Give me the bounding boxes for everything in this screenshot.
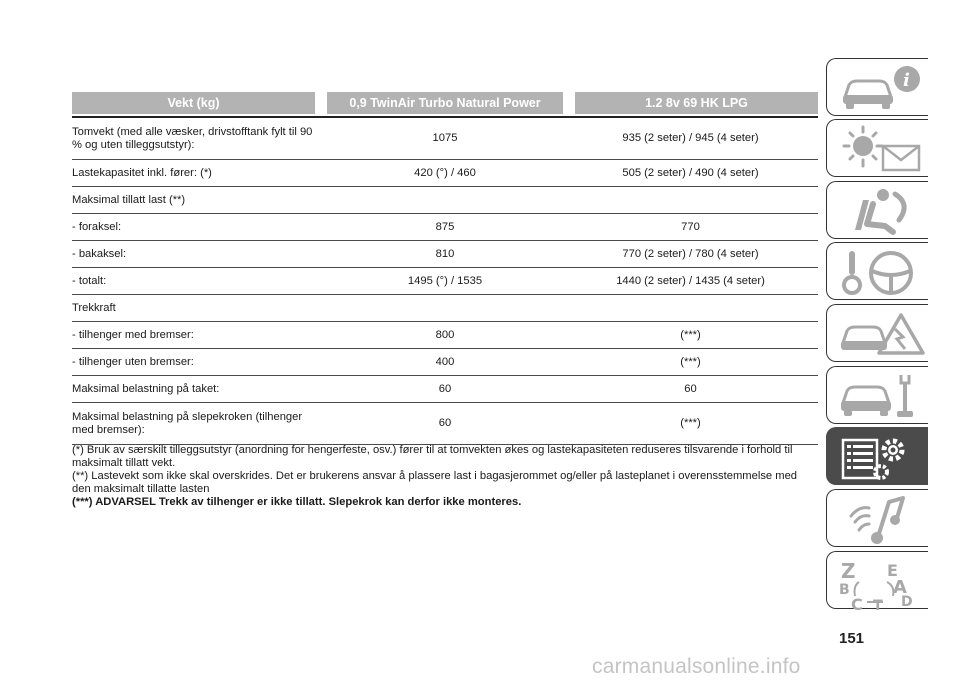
- row-value-lpg: 505 (2 seter) / 490 (4 seter): [622, 166, 759, 179]
- weights-spec-table: [72, 92, 818, 445]
- specifications-gear-icon: [837, 432, 929, 482]
- row-label: - tilhenger uten bremser:: [72, 355, 194, 368]
- header-twinair: 0,9 TwinAir Turbo Natural Power: [327, 92, 563, 114]
- tab-maintenance[interactable]: [826, 366, 928, 424]
- tab-technical-data[interactable]: [826, 427, 928, 485]
- alphabetical-index-icon: [837, 556, 929, 610]
- table-row: [72, 295, 818, 322]
- row-value-twinair: 810: [435, 247, 455, 260]
- row-label: - totalt:: [72, 274, 107, 287]
- table-row: [72, 118, 818, 160]
- row-label: - foraksel:: [72, 220, 122, 233]
- tab-starting-driving[interactable]: [826, 242, 928, 300]
- row-value-twinair: 400: [435, 355, 455, 368]
- index-letter-c: C: [851, 595, 863, 610]
- row-label: - bakaksel:: [72, 247, 127, 260]
- row-value-twinair: 60: [438, 417, 452, 429]
- index-letter-t: T: [873, 598, 883, 610]
- footnote-2: (**) Lastevekt som ikke skal overskrides. Det er brukerens ansvar å plassere last i bagasjerommet og/eller på lasteplanet i overensstemmelse med den maksimalt tillatte lasten: [72, 470, 798, 495]
- row-label: Maksimal tillatt last (**): [72, 193, 186, 206]
- multimedia-music-icon: [837, 494, 929, 544]
- svg-text:i: i: [903, 70, 910, 91]
- table-row: [72, 160, 818, 187]
- row-value-lpg: (***): [680, 355, 701, 368]
- row-value-lpg: 770: [681, 220, 700, 233]
- index-letter-z: Z: [841, 559, 856, 583]
- table-row: [72, 187, 818, 214]
- table-row: [72, 403, 818, 445]
- tab-car-info[interactable]: [826, 58, 928, 116]
- warning-light-message-icon: [837, 124, 929, 174]
- row-label: Maksimal belastning på slepekroken (tilhenger med bremser):: [72, 410, 303, 436]
- page-number: 151: [839, 630, 865, 647]
- car-crash-warning-icon: [837, 309, 929, 359]
- tab-emergency[interactable]: [826, 304, 928, 362]
- tab-multimedia[interactable]: [826, 489, 928, 547]
- table-row: [72, 214, 818, 241]
- tab-safety[interactable]: [826, 181, 928, 239]
- tab-warning-lights[interactable]: [826, 119, 928, 177]
- row-label: Trekkraft: [72, 301, 116, 314]
- footnote-1: (*) Bruk av særskilt tilleggsutstyr (anordning for hengerfeste, osv.) fører til at tomvekten økes og lastekapasiteten reduseres tilsvarende i forhold til maksimalt tillatt vekt.: [72, 444, 793, 469]
- row-label: Tomvekt (med alle væsker, drivstofftank fylt til 90 % og uten tilleggsutstyr):: [72, 125, 313, 151]
- index-letter-d: D: [901, 594, 913, 610]
- table-row: [72, 376, 818, 403]
- index-letter-b: B: [839, 582, 850, 598]
- table-row: [72, 322, 818, 349]
- car-info-icon: [837, 63, 929, 113]
- table-row: [72, 349, 818, 376]
- row-value-twinair: 60: [438, 382, 452, 395]
- key-steering-wheel-icon: [837, 247, 929, 297]
- table-row: [72, 268, 818, 295]
- index-letter-a: A: [893, 577, 907, 598]
- index-letter-e: E: [887, 561, 898, 580]
- row-value-lpg: (***): [680, 417, 701, 429]
- footnotes: [72, 444, 818, 509]
- warning-note: (***) ADVARSEL Trekk av tilhenger er ikke tillatt. Slepekrok kan derfor ikke monteres.: [72, 496, 522, 508]
- row-label: - tilhenger med bremser:: [72, 328, 194, 341]
- row-value-twinair: 1495 (°) / 1535: [407, 274, 483, 287]
- header-lpg: 1.2 8v 69 HK LPG: [575, 92, 818, 114]
- row-value-lpg: 1440 (2 seter) / 1435 (4 seter): [616, 274, 765, 287]
- table-header: [72, 92, 818, 114]
- row-label: Lastekapasitet inkl. fører: (*): [72, 166, 212, 179]
- car-maintenance-icon: [837, 371, 929, 421]
- row-value-twinair: 875: [435, 220, 455, 233]
- row-value-lpg: 60: [684, 382, 697, 395]
- row-value-twinair: 420 (°) / 460: [414, 166, 476, 179]
- row-value-twinair: 1075: [432, 132, 458, 144]
- header-weight: Vekt (kg): [72, 92, 315, 114]
- row-value-twinair: 800: [435, 328, 455, 341]
- watermark-text: carmanualsonline.info: [592, 655, 801, 678]
- row-value-lpg: (***): [680, 328, 701, 341]
- row-label: Maksimal belastning på taket:: [72, 382, 220, 395]
- seat-airbag-icon: [837, 186, 929, 236]
- row-value-lpg: 935 (2 seter) / 945 (4 seter): [622, 132, 759, 144]
- row-value-lpg: 770 (2 seter) / 780 (4 seter): [622, 247, 759, 260]
- table-row: [72, 241, 818, 268]
- tab-index[interactable]: [826, 551, 928, 609]
